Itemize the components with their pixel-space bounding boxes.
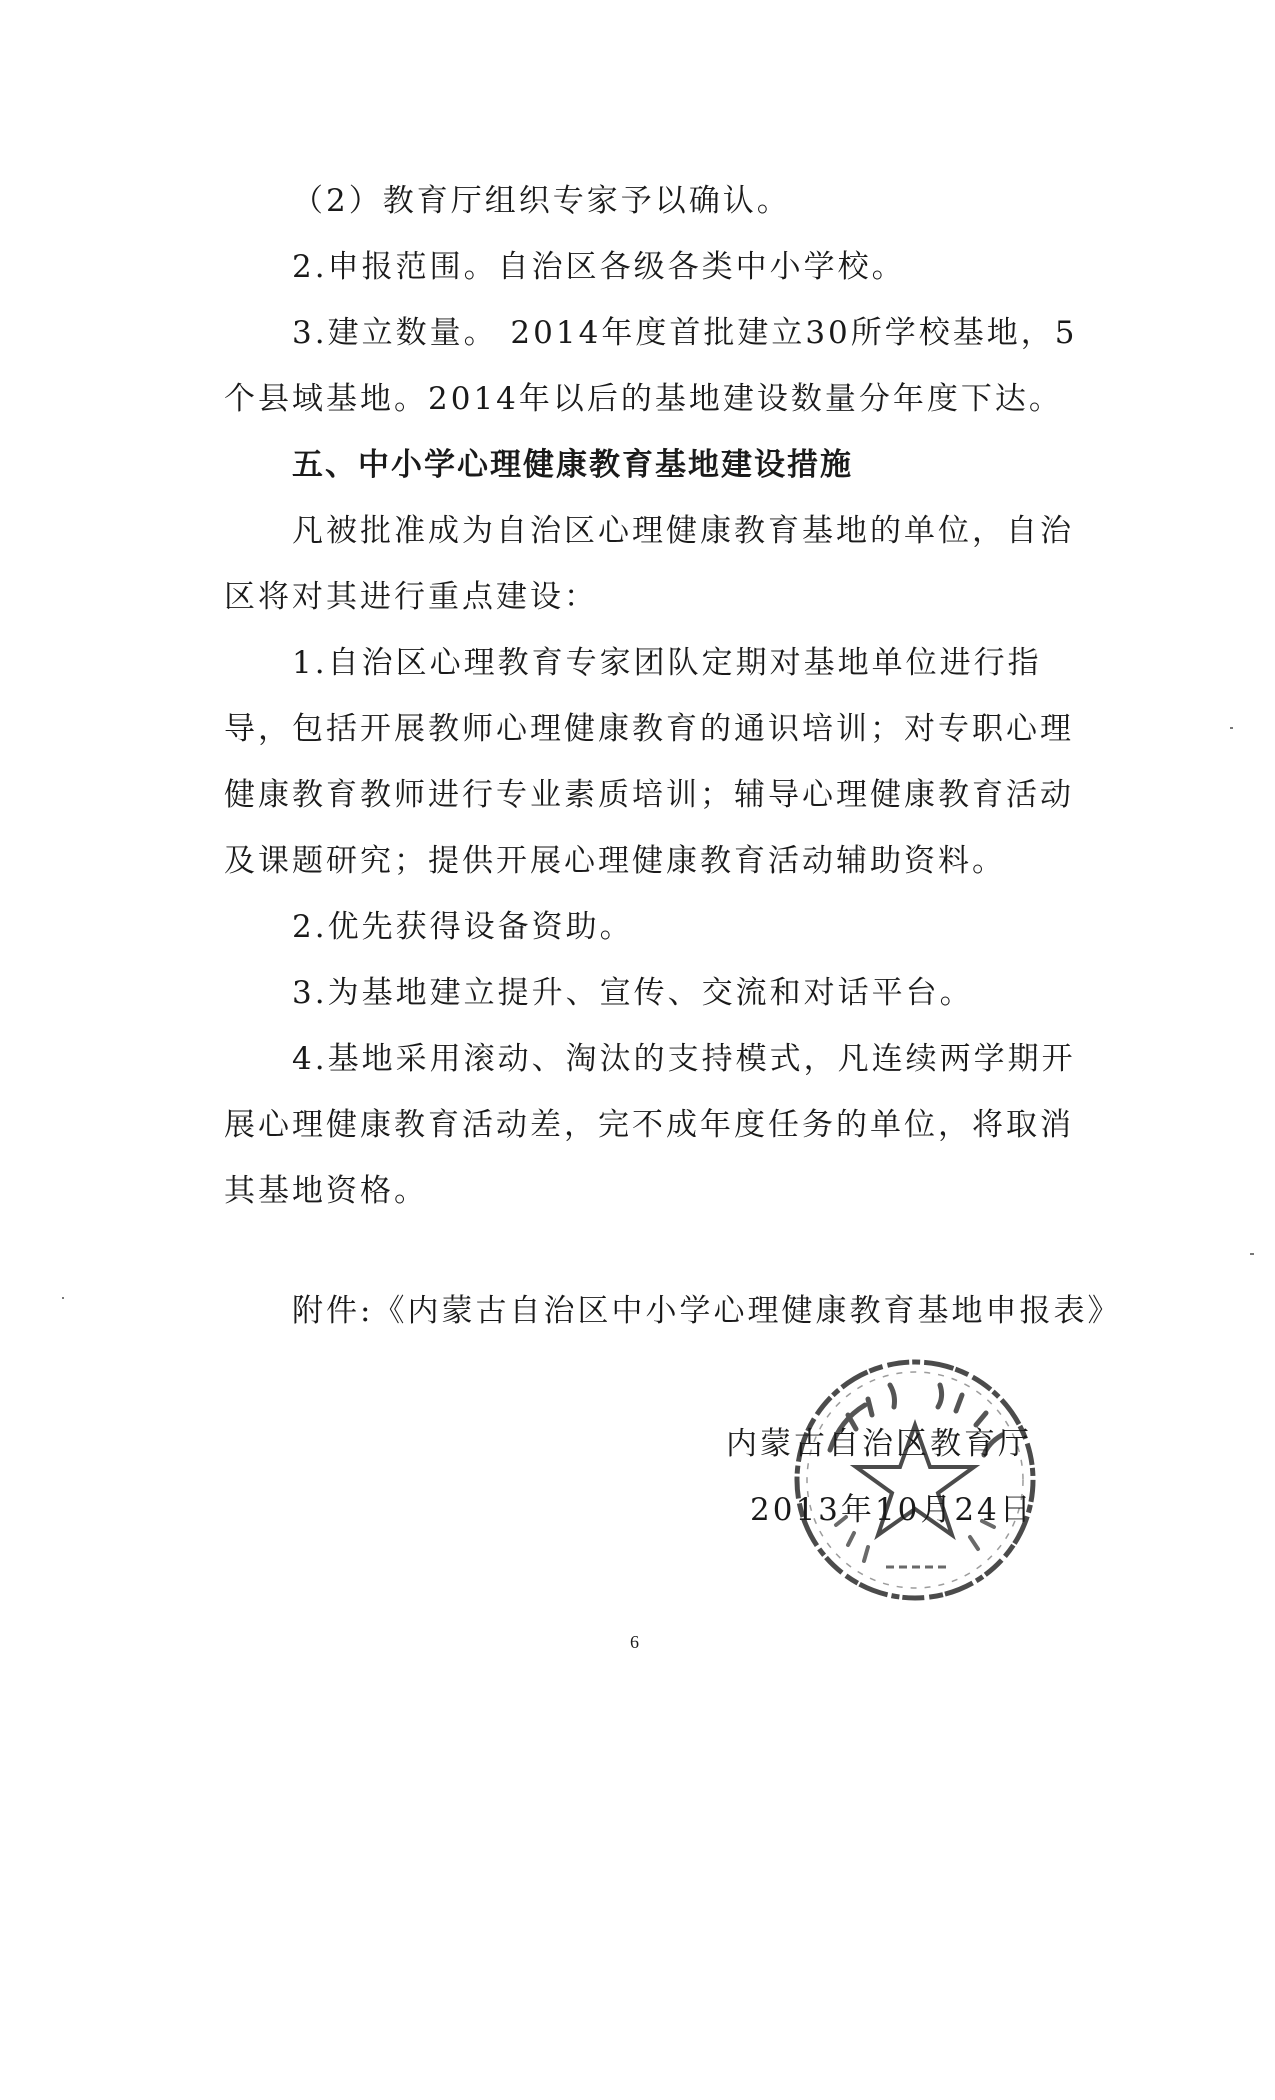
paragraph-scope: 2.申报范围。自治区各级各类中小学校。 [292,249,906,285]
measure-item-1: 1.自治区心理教育专家团队定期对基地单位进行指导，包括开展教师心理健康教育的通识培训；对专职心理健康教育教师进行专业素质培训；辅导心理健康教育活动及课题研究；提供开展心理健康教育活动辅助资料。 [224,645,1074,879]
issue-date: 2013年10月24日 [750,1492,1034,1528]
section-heading: 五、中小学心理健康教育基地建设措施 [292,447,853,483]
issuer-name: 内蒙古自治区教育厅 [726,1426,1032,1462]
measure-item-4: 4.基地采用滚动、淘汰的支持模式，凡连续两学期开展心理健康教育活动差，完不成年度任务的单位，将取消其基地资格。 [224,1041,1076,1209]
scan-speck [62,1297,64,1299]
page-number: 6 [630,1632,639,1652]
paragraph-expert-confirm: （2）教育厅组织专家予以确认。 [292,183,791,219]
scan-speck [1230,727,1233,729]
paragraph-intro: 凡被批准成为自治区心理健康教育基地的单位，自治区将对其进行重点建设： [224,513,1074,615]
attachment-note: 附件:《内蒙古自治区中小学心理健康教育基地申报表》 [292,1293,1122,1329]
paragraph-quantity: 3.建立数量。 2014年度首批建立30所学校基地，5个县域基地。2014年以后的基地建设数量分年度下达。 [224,315,1078,417]
measure-item-2: 2.优先获得设备资助。 [292,909,634,945]
measure-item-3: 3.为基地建立提升、宣传、交流和对话平台。 [292,975,974,1011]
official-seal [790,1355,1040,1605]
scan-speck [1250,1253,1254,1255]
